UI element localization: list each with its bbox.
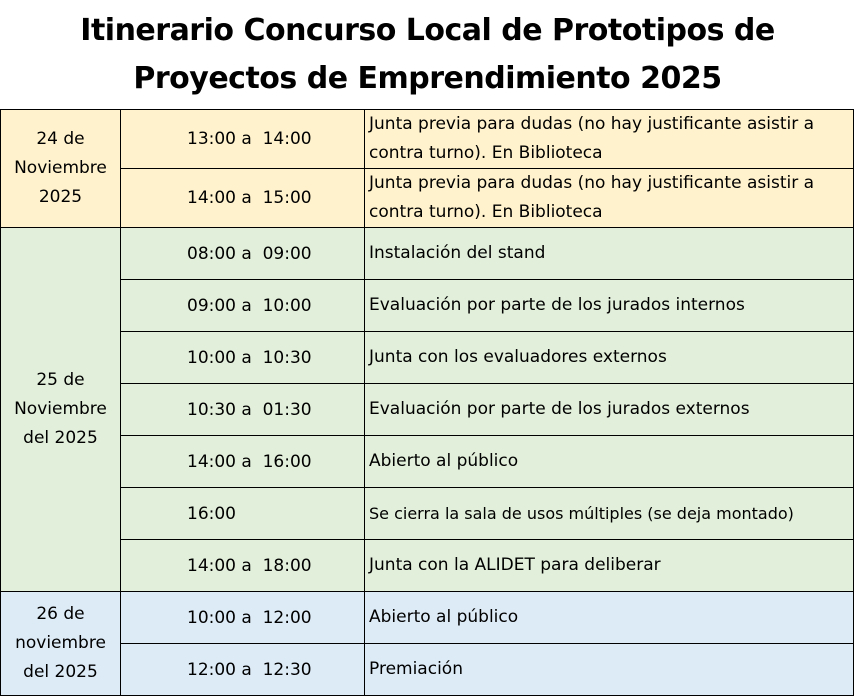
day-label-line: 24 de [36,129,85,149]
table-row [1,110,854,169]
table-row [1,540,854,592]
activity-line: contra turno). En Biblioteca [369,143,603,163]
day-label-line: 26 de [36,604,85,624]
day-label-line: del 2025 [23,428,98,448]
activity-cell [365,169,854,228]
day-label-line: noviembre [15,633,106,653]
title-line-2: Proyectos de Emprendimiento 2025 [133,60,722,96]
time-cell: 14:00 a 18:00 [121,540,365,592]
time-cell: 16:00 [121,488,365,540]
table-row [1,436,854,488]
time-cell: 14:00 a 16:00 [121,436,365,488]
day-cell-nov-26 [1,592,121,696]
table-row [1,644,854,696]
time-cell: 09:00 a 10:00 [121,280,365,332]
activity-cell: Junta con los evaluadores externos [365,332,854,384]
activity-line: Junta previa para dudas (no hay justificante asistir a [369,114,815,134]
table-row [1,592,854,644]
activity-cell: Abierto al público [365,592,854,644]
activity-cell: Instalación del stand [365,228,854,280]
activity-cell: Se cierra la sala de usos múltiples (se deja montado) [365,488,854,540]
activity-cell: Abierto al público [365,436,854,488]
day-label-line: Noviembre [14,399,107,419]
title-line-1: Itinerario Concurso Local de Prototipos de [80,12,775,48]
activity-cell: Premiación [365,644,854,696]
table-row [1,488,854,540]
time-cell: 13:00 a 14:00 [121,110,365,169]
day-cell-nov-24 [1,110,121,228]
activity-cell [365,110,854,169]
activity-cell: Evaluación por parte de los jurados internos [365,280,854,332]
day-label-line: del 2025 [23,662,98,682]
time-cell: 10:00 a 10:30 [121,332,365,384]
schedule-table [0,109,854,696]
activity-cell: Evaluación por parte de los jurados externos [365,384,854,436]
time-cell: 10:00 a 12:00 [121,592,365,644]
table-row [1,169,854,228]
table-row [1,332,854,384]
day-label-line: 25 de [36,370,85,390]
time-cell: 14:00 a 15:00 [121,169,365,228]
activity-cell: Junta con la ALIDET para deliberar [365,540,854,592]
activity-line: Junta previa para dudas (no hay justificante asistir a [369,173,815,193]
document-title [0,0,855,109]
activity-line: contra turno). En Biblioteca [369,202,603,222]
time-cell: 12:00 a 12:30 [121,644,365,696]
time-cell: 08:00 a 09:00 [121,228,365,280]
day-label-line: 2025 [38,187,83,207]
table-row [1,384,854,436]
time-cell: 10:30 a 01:30 [121,384,365,436]
day-cell-nov-25 [1,228,121,592]
day-label-line: Noviembre [14,158,107,178]
table-row [1,228,854,280]
table-row [1,280,854,332]
